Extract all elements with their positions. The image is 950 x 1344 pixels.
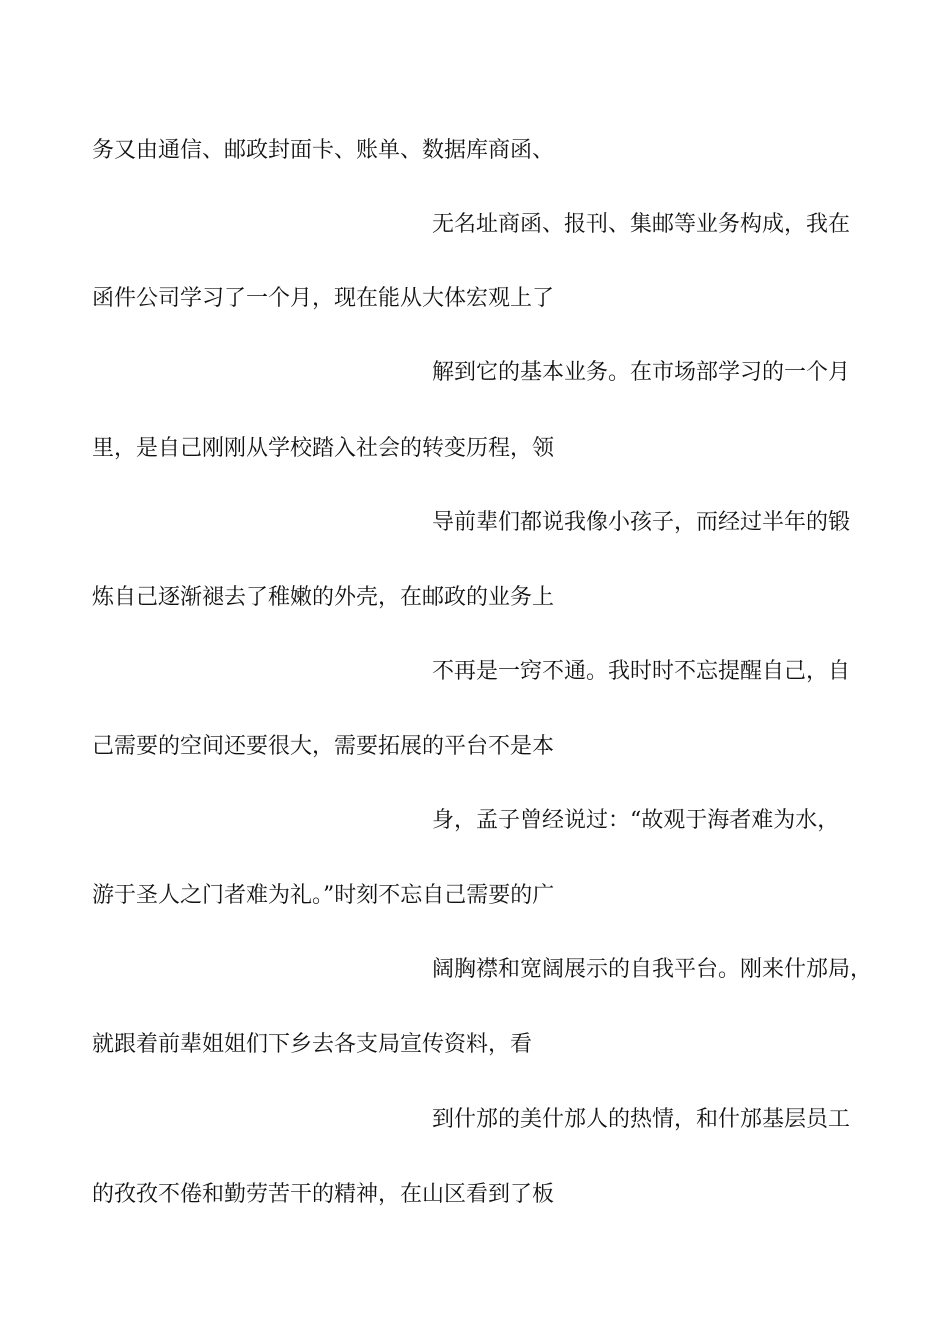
text-line: 不再是一窍不通。我时时不忘提醒自己，自 bbox=[432, 659, 851, 684]
text-line: 务又由通信、邮政封面卡、账单、数据库商函、 bbox=[92, 138, 555, 163]
text-line: 里，是自己刚刚从学校踏入社会的转变历程，领 bbox=[92, 436, 555, 461]
text-line: 就跟着前辈姐姐们下乡去各支局宣传资料，看 bbox=[92, 1032, 533, 1057]
text-line: 炼自己逐渐褪去了稚嫩的外壳，在邮政的业务上 bbox=[92, 585, 555, 610]
text-line: 函件公司学习了一个月，现在能从大体宏观上了 bbox=[92, 286, 555, 311]
text-line: 身，孟子曾经说过：“故观于海者难为水， bbox=[432, 808, 840, 833]
text-line: 解到它的基本业务。在市场部学习的一个月 bbox=[432, 360, 851, 385]
text-line: 导前辈们都说我像小孩子，而经过半年的锻 bbox=[432, 510, 851, 535]
text-line: 阔胸襟和宽阔展示的自我平台。刚来什邡局， bbox=[432, 957, 873, 982]
text-line: 的孜孜不倦和勤劳苦干的精神，在山区看到了板 bbox=[92, 1182, 555, 1207]
text-line: 己需要的空间还要很大，需要拓展的平台不是本 bbox=[92, 734, 555, 759]
text-line: 到什邡的美什邡人的热情，和什邡基层员工 bbox=[432, 1107, 851, 1132]
text-line: 无名址商函、报刊、集邮等业务构成，我在 bbox=[432, 212, 851, 237]
text-line: 游于圣人之门者难为礼。”时刻不忘自己需要的广 bbox=[92, 883, 555, 908]
